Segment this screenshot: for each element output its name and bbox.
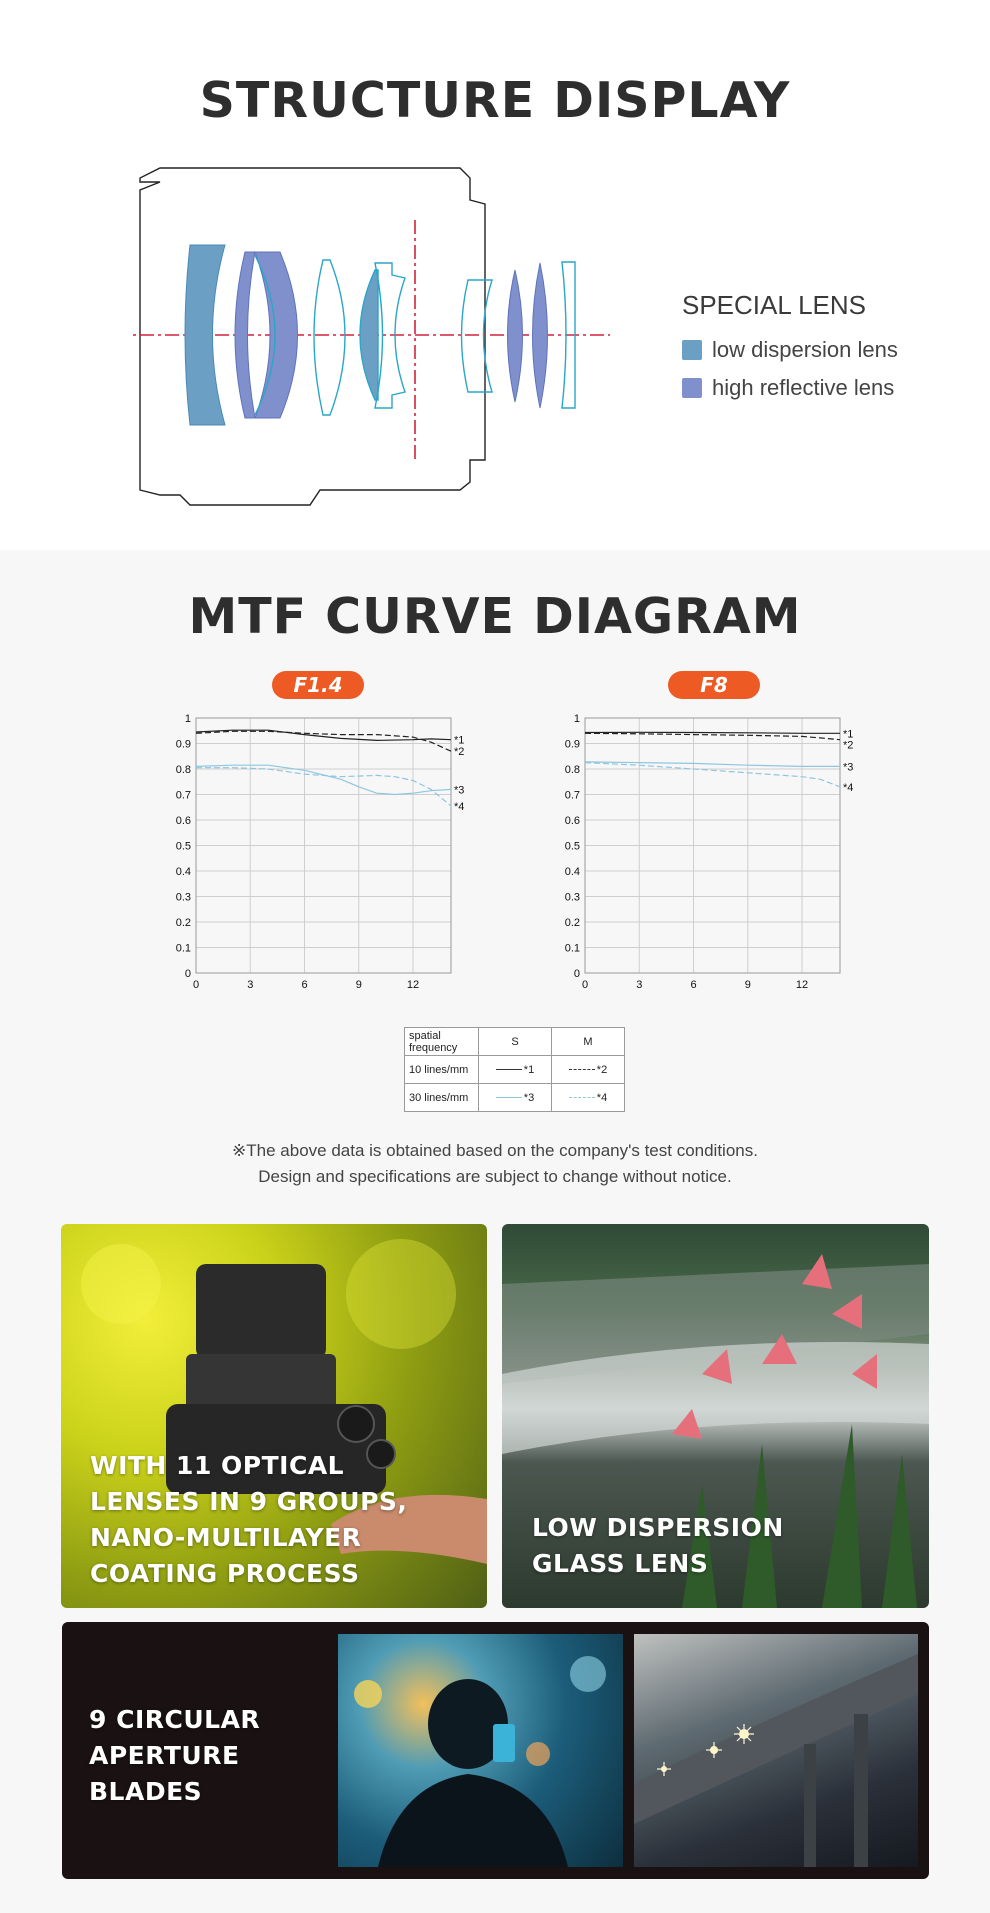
starburst-bridge-photo	[634, 1634, 918, 1867]
key-cell: *1	[479, 1056, 552, 1084]
lens-structure-diagram	[130, 160, 620, 510]
legend-item-low-dispersion	[682, 337, 898, 363]
y-tick-label: 0.1	[175, 942, 191, 955]
y-tick-label: 0.6	[564, 815, 580, 827]
legend-label: high reflective lens	[712, 375, 895, 400]
y-tick-label: 0	[184, 968, 191, 980]
key-header-m: M	[552, 1028, 625, 1056]
key-cell: *3	[479, 1084, 552, 1112]
aperture-badge-f8: F8	[668, 671, 760, 699]
disclaimer-line-2: Design and specifications are subject to change without notice.	[258, 1167, 732, 1186]
key-row-label: 30 lines/mm	[405, 1084, 479, 1112]
legend-label: low dispersion lens	[712, 337, 898, 362]
y-tick-label: 0.7	[564, 789, 580, 802]
special-lens-legend	[682, 290, 898, 401]
feature-card-aperture-blades	[62, 1622, 929, 1879]
key-header-s: S	[479, 1028, 552, 1056]
series-end-label: *1	[454, 734, 465, 747]
y-tick-label: 0.4	[564, 866, 580, 878]
x-tick-label: 0	[192, 979, 200, 991]
card-caption: WITH 11 OPTICAL LENSES IN 9 GROUPS, NANO-MULTILAYER COATING PROCESS	[90, 1451, 408, 1588]
y-tick-label: 0.2	[564, 917, 580, 929]
x-tick-label: 0	[581, 979, 589, 991]
legend-swatch	[682, 340, 702, 360]
series-end-label: *2	[843, 739, 854, 752]
key-row-label: 10 lines/mm	[405, 1056, 479, 1084]
structure-title: STRUCTURE DISPLAY	[199, 72, 791, 129]
key-cell: *4	[552, 1084, 625, 1112]
card-caption: LOW DISPERSION GLASS LENS	[532, 1513, 784, 1578]
x-tick-label: 9	[355, 979, 362, 991]
legend-swatch	[682, 378, 702, 398]
y-tick-label: 0.6	[175, 815, 191, 827]
series-end-label: *4	[843, 781, 854, 794]
x-tick-label: 3	[636, 979, 643, 991]
y-tick-label: 0	[573, 968, 580, 980]
x-tick-label: 3	[247, 979, 254, 991]
x-tick-label: 6	[301, 979, 308, 991]
series-end-label: *4	[454, 800, 465, 813]
mtf-chart-f8	[549, 705, 879, 995]
feature-card-low-dispersion	[502, 1224, 929, 1608]
y-tick-label: 0.9	[564, 738, 580, 751]
y-tick-label: 0.8	[564, 764, 580, 776]
structure-section	[0, 0, 990, 550]
x-tick-label: 12	[406, 979, 420, 991]
aperture-badge-f14: F1.4	[272, 671, 364, 699]
series-end-label: *3	[454, 784, 465, 797]
disclaimer-line-1: ※The above data is obtained based on the company's test conditions.	[232, 1141, 758, 1160]
y-tick-label: 0.5	[175, 840, 191, 853]
x-tick-label: 6	[690, 979, 697, 991]
curve-key-table	[404, 1027, 625, 1112]
x-tick-label: 9	[744, 979, 751, 991]
series-end-label: *3	[843, 761, 854, 774]
card-caption: 9 CIRCULAR APERTURE BLADES	[89, 1705, 261, 1806]
y-tick-label: 0.1	[564, 942, 580, 955]
y-tick-label: 1	[184, 713, 191, 725]
y-tick-label: 0.8	[175, 764, 191, 776]
night-phone-photo	[338, 1634, 623, 1867]
y-tick-label: 0.4	[175, 866, 191, 878]
feature-card-optical-lenses	[61, 1224, 487, 1608]
y-tick-label: 0.9	[175, 738, 191, 751]
series-end-label: *1	[843, 728, 854, 741]
series-end-label: *2	[454, 746, 465, 759]
mtf-section	[0, 550, 990, 1200]
y-tick-label: 0.3	[564, 891, 580, 904]
legend-item-high-reflective	[682, 375, 898, 401]
y-tick-label: 0.5	[564, 840, 580, 853]
y-tick-label: 0.7	[175, 789, 191, 802]
y-tick-label: 0.3	[175, 891, 191, 904]
mtf-chart-f14	[160, 705, 490, 995]
y-tick-label: 0.2	[175, 917, 191, 929]
key-header-frequency: spatial frequency	[405, 1028, 479, 1056]
key-cell: *2	[552, 1056, 625, 1084]
legend-title: SPECIAL LENS	[682, 290, 867, 320]
x-tick-label: 12	[795, 979, 809, 991]
y-tick-label: 1	[573, 713, 580, 725]
mtf-title: MTF CURVE DIAGRAM	[188, 588, 802, 645]
